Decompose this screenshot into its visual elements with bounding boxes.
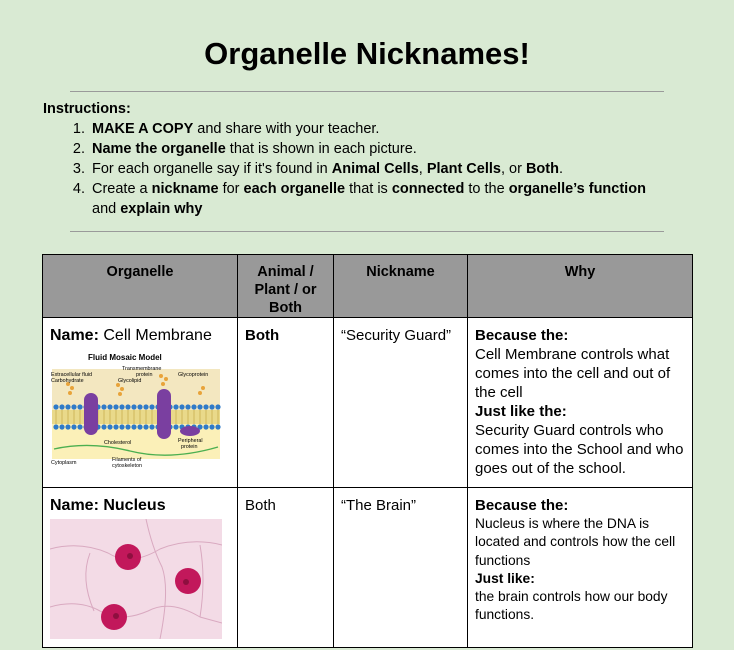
- step4-t1: Create a: [92, 181, 152, 197]
- cell-why: [468, 488, 693, 648]
- fig-caption: Fluid Mosaic Model: [88, 353, 162, 362]
- instructions-list: [43, 119, 723, 219]
- header-nickname: Nickname: [334, 255, 468, 318]
- lbl-cyto: Cytoplasm: [51, 460, 77, 466]
- cell-membrane-diagram: [50, 349, 222, 471]
- lbl-ecf: Extracellular fluid: [51, 372, 93, 378]
- step2-bold: Name the organelle: [92, 141, 226, 157]
- like-label: Just like:: [475, 570, 535, 586]
- instruction-step-1: [89, 119, 723, 139]
- divider-top: [70, 91, 664, 92]
- cell-where: [238, 318, 334, 488]
- lbl-tm1: Transmembrane: [122, 366, 162, 372]
- step4-b2: each organelle: [243, 181, 346, 197]
- step4-b1: nickname: [151, 181, 219, 197]
- instructions: [43, 99, 723, 219]
- name-value: Cell Membrane: [103, 327, 212, 344]
- cell-nickname: “Security Guard”: [334, 318, 468, 488]
- lbl-cholesterol: Cholesterol: [104, 440, 132, 446]
- instruction-step-2: [89, 139, 723, 159]
- table-row: [43, 488, 693, 648]
- like-text: Security Guard controls who comes into the School and who goes out of the school.: [475, 422, 684, 477]
- step3-both: Both: [525, 161, 559, 177]
- lbl-glycolipid: Glycolipid: [118, 378, 142, 384]
- table-row: [43, 318, 693, 488]
- because-text: Cell Membrane controls what comes into the cell and out of the cell: [475, 346, 671, 401]
- step3-sep2: , or: [500, 161, 526, 177]
- divider-bottom: [70, 231, 664, 232]
- lbl-glycoprotein: Glycoprotein: [178, 372, 209, 378]
- lbl-fil2: cytoskeleton: [112, 463, 142, 469]
- like-label: Just like the:: [475, 403, 567, 420]
- step4-b4: organelle’s function: [508, 181, 646, 197]
- transmembrane-protein-left: [84, 393, 98, 435]
- cell-organelle: [43, 488, 238, 648]
- cell-organelle: [43, 318, 238, 488]
- instructions-heading: Instructions:: [43, 101, 131, 117]
- step3-animal: Animal Cells: [331, 161, 419, 177]
- step4-t2: for: [218, 181, 244, 197]
- header-organelle: Organelle: [43, 255, 238, 318]
- step1-text: and share with your teacher.: [193, 121, 380, 137]
- step3-text: For each organelle say if it's found in: [92, 161, 332, 177]
- page-title: Organelle Nicknames!: [204, 36, 530, 71]
- step4-t4: to the: [464, 181, 509, 197]
- where-value: Both: [245, 327, 280, 344]
- peripheral-protein: [180, 426, 200, 436]
- because-label: Because the:: [475, 497, 569, 514]
- step4-t5: and: [92, 201, 121, 217]
- nucleus-micrograph: [50, 519, 222, 639]
- like-text: the brain controls how our body functions.: [475, 589, 668, 623]
- organelle-name: [50, 496, 230, 515]
- lbl-fil1: Filaments of: [112, 457, 142, 463]
- because-text: Nucleus is where the DNA is located and controls how the cell functions: [475, 516, 676, 568]
- step3-end: .: [558, 161, 563, 177]
- transmembrane-protein-right: [157, 389, 171, 439]
- step4-t3: that is: [345, 181, 392, 197]
- table-header-row: [43, 255, 693, 318]
- organelle-table: [42, 254, 693, 648]
- organelle-name: [50, 326, 230, 345]
- lbl-carb: Carbohydrate: [51, 378, 84, 384]
- step1-bold: MAKE A COPY: [92, 121, 194, 137]
- step4-b5: explain why: [120, 201, 203, 217]
- because-label: Because the:: [475, 327, 569, 344]
- step2-text: that is shown in each picture.: [225, 141, 417, 157]
- cell-where: Both: [238, 488, 334, 648]
- lbl-tm2: protein: [136, 372, 153, 378]
- header-animal-plant-both: Animal / Plant / or Both: [238, 255, 334, 318]
- header-why: Why: [468, 255, 693, 318]
- step3-plant: Plant Cells: [426, 161, 501, 177]
- lbl-peri2: protein: [181, 444, 198, 450]
- lbl-peri1: Peripheral: [178, 438, 203, 444]
- cell-why: [468, 318, 693, 488]
- instruction-step-4: [89, 179, 723, 219]
- name-label: Name:: [50, 327, 99, 344]
- cell-nickname: “The Brain”: [334, 488, 468, 648]
- step3-sep1: ,: [418, 161, 427, 177]
- step4-b3: connected: [391, 181, 465, 197]
- name-label: Name: Nucleus: [50, 497, 166, 514]
- instruction-step-3: [89, 159, 723, 179]
